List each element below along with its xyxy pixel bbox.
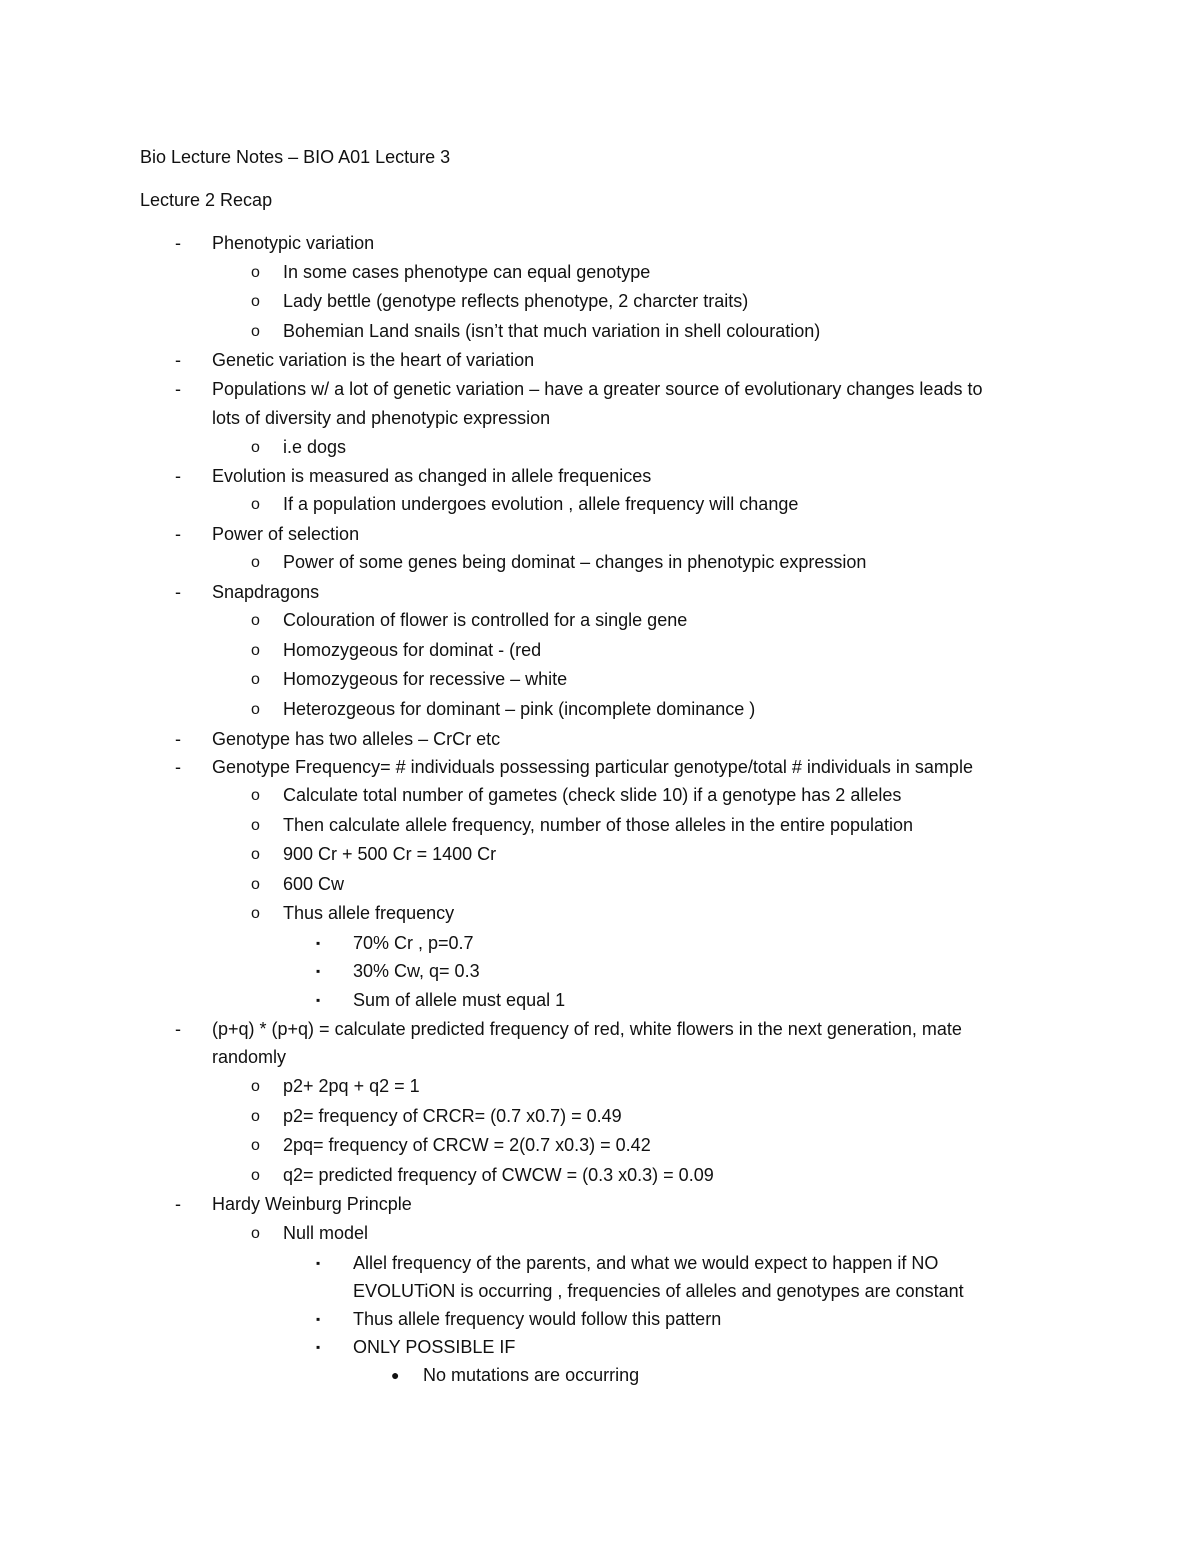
list-item-text: 2pq= frequency of CRCW = 2(0.7 x0.3) = 0.42 (283, 1135, 651, 1155)
square-bullet: ▪ (316, 964, 321, 978)
list-item-text: q2= predicted frequency of CWCW = (0.3 x0.3) = 0.09 (283, 1165, 714, 1185)
list-item-text: p2+ 2pq + q2 = 1 (283, 1076, 420, 1096)
list-item-text: 30% Cw, q= 0.3 (353, 961, 480, 981)
list-item-text: Genotype Frequency= # individuals possessing particular genotype/total # individuals in sample (212, 757, 973, 777)
circle-bullet: o (251, 642, 260, 659)
section-heading: Lecture 2 Recap (140, 190, 273, 210)
list-item-continuation: lots of diversity and phenotypic expression (212, 408, 551, 428)
square-bullet: ▪ (316, 1256, 321, 1270)
dash-bullet: - (175, 466, 181, 486)
document-title: Bio Lecture Notes – BIO A01 Lecture 3 (140, 147, 451, 167)
list-item-text: Thus allele frequency would follow this pattern (353, 1309, 722, 1329)
dash-bullet: - (175, 582, 181, 602)
circle-bullet: o (251, 787, 260, 804)
circle-bullet: o (251, 1167, 260, 1184)
dash-bullet: - (175, 1194, 181, 1214)
dash-bullet: - (175, 524, 181, 544)
list-item-text: (p+q) * (p+q) = calculate predicted frequency of red, white flowers in the next generation, mate (212, 1019, 962, 1039)
list-item-text: In some cases phenotype can equal genotype (283, 262, 651, 282)
list-item-text: 70% Cr , p=0.7 (353, 933, 474, 953)
circle-bullet: o (251, 1137, 260, 1154)
dash-bullet: - (175, 757, 181, 777)
circle-bullet: o (251, 1108, 260, 1125)
circle-bullet: o (251, 496, 260, 513)
list-item-text: Calculate total number of gametes (check slide 10) if a genotype has 2 alleles (283, 785, 902, 805)
square-bullet: ▪ (316, 1312, 321, 1326)
dot-bullet: ● (391, 1367, 400, 1383)
circle-bullet: o (251, 876, 260, 893)
list-item-text: Hardy Weinburg Princple (212, 1194, 412, 1214)
list-item-continuation: randomly (212, 1047, 287, 1067)
dash-bullet: - (175, 379, 181, 399)
circle-bullet: o (251, 612, 260, 629)
list-item-text: Power of selection (212, 524, 360, 544)
list-item-text: Heterozgeous for dominant – pink (incomplete dominance ) (283, 699, 756, 719)
list-item-text: Power of some genes being dominat – changes in phenotypic expression (283, 552, 867, 572)
list-item-text: Allel frequency of the parents, and what we would expect to happen if NO (353, 1253, 939, 1273)
circle-bullet: o (251, 439, 260, 456)
dash-bullet: - (175, 1019, 181, 1039)
list-item-text: Evolution is measured as changed in allele frequenices (212, 466, 652, 486)
circle-bullet: o (251, 1225, 260, 1242)
list-item-text: Lady bettle (genotype reflects phenotype, 2 charcter traits) (283, 291, 749, 311)
circle-bullet: o (251, 817, 260, 834)
list-item-text: Genotype has two alleles – CrCr etc (212, 729, 501, 749)
list-item-text: Thus allele frequency (283, 903, 455, 923)
list-item-text: Sum of allele must equal 1 (353, 990, 566, 1010)
circle-bullet: o (251, 264, 260, 281)
square-bullet: ▪ (316, 936, 321, 950)
dash-bullet: - (175, 350, 181, 370)
list-item-text: Phenotypic variation (212, 233, 375, 253)
list-item-text: i.e dogs (283, 437, 347, 457)
list-item-text: Populations w/ a lot of genetic variation – have a greater source of evolutionary changes leads to (212, 379, 983, 399)
list-item-text: 600 Cw (283, 874, 345, 894)
list-item-text: Then calculate allele frequency, number of those alleles in the entire population (283, 815, 914, 835)
list-item-text: Null model (283, 1223, 369, 1243)
square-bullet: ▪ (316, 1340, 321, 1354)
list-item-text: Genetic variation is the heart of variation (212, 350, 535, 370)
circle-bullet: o (251, 1078, 260, 1095)
list-item-text: p2= frequency of CRCR= (0.7 x0.7) = 0.49 (283, 1106, 622, 1126)
list-item-text: 900 Cr + 500 Cr = 1400 Cr (283, 844, 497, 864)
list-item-text: Bohemian Land snails (isn’t that much variation in shell colouration) (283, 321, 821, 341)
circle-bullet: o (251, 671, 260, 688)
dash-bullet: - (175, 233, 181, 253)
circle-bullet: o (251, 701, 260, 718)
list-item-text: Homozygeous for recessive – white (283, 669, 568, 689)
circle-bullet: o (251, 554, 260, 571)
square-bullet: ▪ (316, 993, 321, 1007)
list-item-text: Colouration of flower is controlled for a single gene (283, 610, 688, 630)
list-item-text: EVOLUTiON is occurring , frequencies of alleles and genotypes are constant (353, 1281, 964, 1301)
circle-bullet: o (251, 905, 260, 922)
list-item-text: No mutations are occurring (423, 1365, 640, 1385)
circle-bullet: o (251, 293, 260, 310)
dash-bullet: - (175, 729, 181, 749)
list-item-text: If a population undergoes evolution , allele frequency will change (283, 494, 799, 514)
list-item-text: ONLY POSSIBLE IF (353, 1337, 516, 1357)
circle-bullet: o (251, 846, 260, 863)
list-item-text: Homozygeous for dominat - (red (283, 640, 542, 660)
circle-bullet: o (251, 323, 260, 340)
list-item-text: Snapdragons (212, 582, 320, 602)
